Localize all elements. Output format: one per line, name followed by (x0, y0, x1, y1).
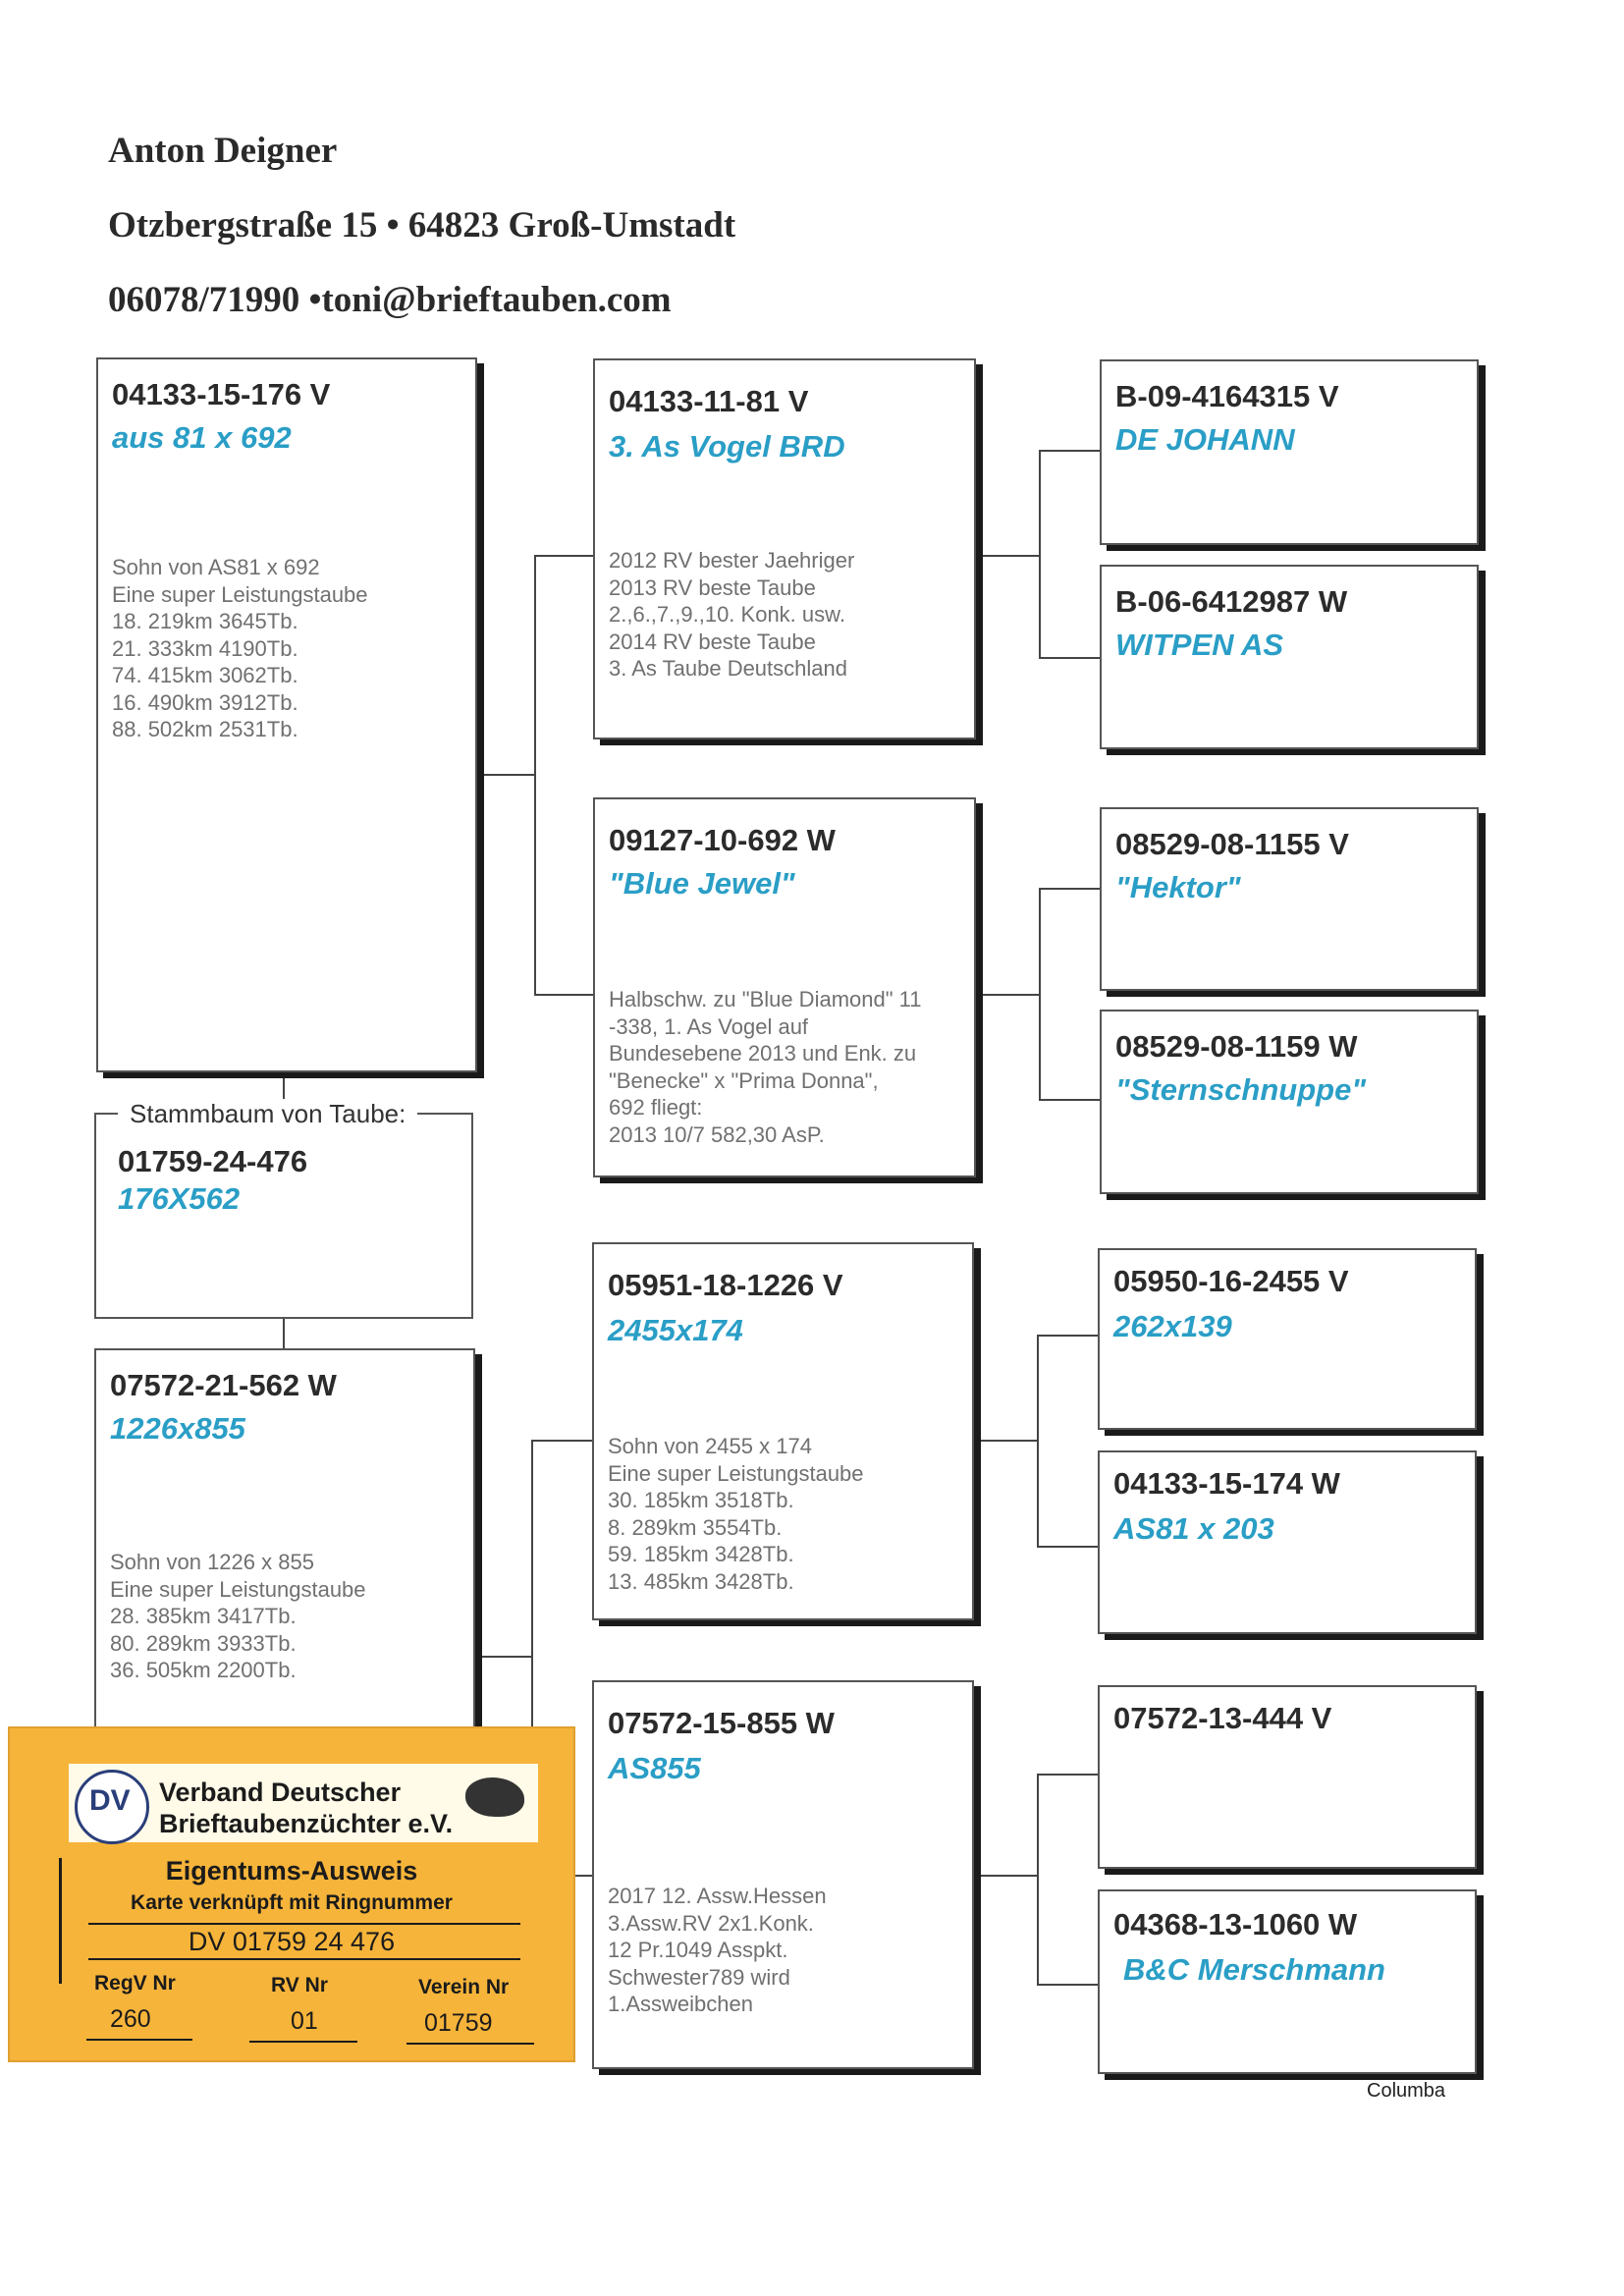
connector (1039, 450, 1041, 658)
pedigree-card-fff (1100, 359, 1479, 545)
pedigree-card-mmm (1098, 1889, 1477, 2074)
org-name-line2: Brieftaubenzüchter e.V. (159, 1809, 454, 1838)
connector (1037, 1774, 1098, 1776)
connector (1037, 1774, 1039, 1985)
pigeon-name: 2455x174 (608, 1313, 743, 1347)
ownership-card (8, 1726, 575, 2062)
connector (974, 1875, 1037, 1877)
connector (534, 555, 593, 557)
connector (974, 1440, 1037, 1442)
pigeon-icon (465, 1777, 524, 1817)
pedigree-card-father (96, 357, 477, 1072)
pigeon-name: AS81 x 203 (1113, 1511, 1274, 1546)
connector (475, 1656, 532, 1658)
card-ring-number: DV 01759 24 476 (188, 1927, 396, 1956)
pedigree-card-mm (592, 1680, 974, 2069)
connector (1037, 1335, 1039, 1547)
pigeon-name: B&C Merschmann (1123, 1952, 1385, 1987)
performance-notes: Sohn von 2455 x 174 Eine super Leistungstaube 30. 185km 3518Tb. 8. 289km 3554Tb. 59. 185km 3428Tb. 13. 485km 3428Tb. (608, 1434, 864, 1594)
connector (976, 555, 1039, 557)
pedigree-card-ff (593, 358, 976, 739)
pigeon-name: "Blue Jewel" (609, 866, 795, 901)
pigeon-name: "Sternschnuppe" (1115, 1072, 1367, 1107)
pigeon-name: 1226x855 (110, 1411, 245, 1446)
pedigree-title: Stammbaum von Taube: (118, 1099, 417, 1129)
ring-number: B-06-6412987 W (1115, 584, 1348, 619)
performance-notes: 2017 12. Assw.Hessen 3.Assw.RV 2x1.Konk. 12 Pr.1049 Asspkt. Schwester789 wird 1.Assweibchen (608, 1884, 827, 2016)
performance-notes: Sohn von 1226 x 855 Eine super Leistungstaube 28. 385km 3417Tb. 80. 289km 3933Tb. 36. 505km 2200Tb. (110, 1550, 366, 1682)
connector (1039, 888, 1100, 890)
connector (534, 555, 536, 995)
pedigree-card-mfm (1098, 1450, 1477, 1634)
ring-number: 08529-08-1155 V (1115, 827, 1349, 861)
connector (1039, 1099, 1100, 1101)
pigeon-name: DE JOHANN (1115, 422, 1295, 457)
breeder-address: Otzbergstraße 15 • 64823 Groß-Umstadt (108, 205, 736, 246)
org-name-line1: Verband Deutscher (159, 1777, 402, 1807)
card-title: Eigentums-Ausweis (165, 1856, 418, 1886)
connector (283, 1319, 285, 1348)
connector (1039, 657, 1100, 659)
ring-number: 05950-16-2455 V (1113, 1264, 1349, 1298)
pigeon-name: 262x139 (1113, 1309, 1232, 1343)
connector (1039, 888, 1041, 1100)
verein-value: 01759 (424, 2009, 493, 2037)
subject-ring-number: 01759-24-476 (118, 1144, 308, 1178)
pedigree-card-mmf (1098, 1685, 1477, 1869)
connector (531, 1440, 592, 1442)
subject-pigeon-name: 176X562 (118, 1181, 241, 1216)
ring-number: 04368-13-1060 W (1113, 1907, 1358, 1941)
pigeon-name: AS855 (608, 1751, 701, 1785)
divider (88, 1923, 520, 1925)
ring-number: 04133-11-81 V (609, 384, 809, 418)
ring-number: 07572-15-855 W (608, 1706, 835, 1740)
pigeon-name: WITPEN AS (1115, 628, 1284, 662)
performance-notes: Sohn von AS81 x 692 Eine super Leistungstaube 18. 219km 3645Tb. 21. 333km 4190Tb. 74. 415km 3062Tb. 16. 490km 3912Tb. 88. 502km 2531Tb. (112, 555, 368, 741)
connector (477, 774, 534, 776)
pedigree-card-mf (592, 1242, 974, 1620)
performance-notes: 2012 RV bester Jaehriger 2013 RV beste Taube 2.,6.,7.,9.,10. Konk. usw. 2014 RV beste Taube 3. As Taube Deutschland (609, 548, 855, 681)
breeder-name: Anton Deigner (108, 131, 338, 171)
rv-value: 01 (291, 2007, 318, 2035)
ring-number: 05951-18-1226 V (608, 1268, 843, 1302)
ring-number: 04133-15-174 W (1113, 1466, 1340, 1501)
divider (249, 2041, 357, 2043)
pedigree-card-fmm (1100, 1010, 1479, 1194)
ring-number: 08529-08-1159 W (1115, 1029, 1358, 1064)
ring-number: 07572-21-562 W (110, 1368, 337, 1402)
pigeon-name: 3. As Vogel BRD (609, 429, 845, 464)
connector (1039, 450, 1100, 452)
divider (86, 2039, 192, 2041)
pigeon-name: aus 81 x 692 (112, 420, 292, 455)
divider (406, 2043, 534, 2045)
connector (534, 994, 593, 996)
pedigree-card-mff (1098, 1248, 1477, 1430)
breeder-contact: 06078/71990 •toni@brieftauben.com (108, 280, 672, 320)
regv-value: 260 (110, 2005, 151, 2033)
connector (1037, 1984, 1098, 1986)
pedigree-card-fm (593, 797, 976, 1177)
connector (1037, 1546, 1098, 1548)
divider (88, 1958, 520, 1960)
pedigree-card-fmf (1100, 807, 1479, 991)
pigeon-name: "Hektor" (1115, 870, 1241, 904)
ring-number: B-09-4164315 V (1115, 379, 1339, 413)
regv-label: RegV Nr (94, 1972, 176, 1995)
connector (1037, 1335, 1098, 1337)
rv-label: RV Nr (271, 1974, 328, 1996)
card-subtitle: Karte verknüpft mit Ringnummer (131, 1891, 453, 1914)
ring-number: 04133-15-176 V (112, 377, 331, 411)
verein-label: Verein Nr (418, 1976, 510, 1998)
association-logo-icon: DV (75, 1770, 149, 1844)
subject-pigeon-box (94, 1099, 473, 1319)
ring-number: 07572-13-444 V (1113, 1701, 1332, 1735)
ring-number: 09127-10-692 W (609, 823, 836, 857)
footer-credit: Columba (1367, 2080, 1446, 2102)
connector (976, 994, 1039, 996)
pedigree-card-ffm (1100, 565, 1479, 749)
performance-notes: Halbschw. zu "Blue Diamond" 11 -338, 1. As Vogel auf Bundesebene 2013 und Enk. zu "Benecke" x "Prima Donna", 692 fliegt: 2013 10/7 582,30 AsP. (609, 987, 922, 1147)
